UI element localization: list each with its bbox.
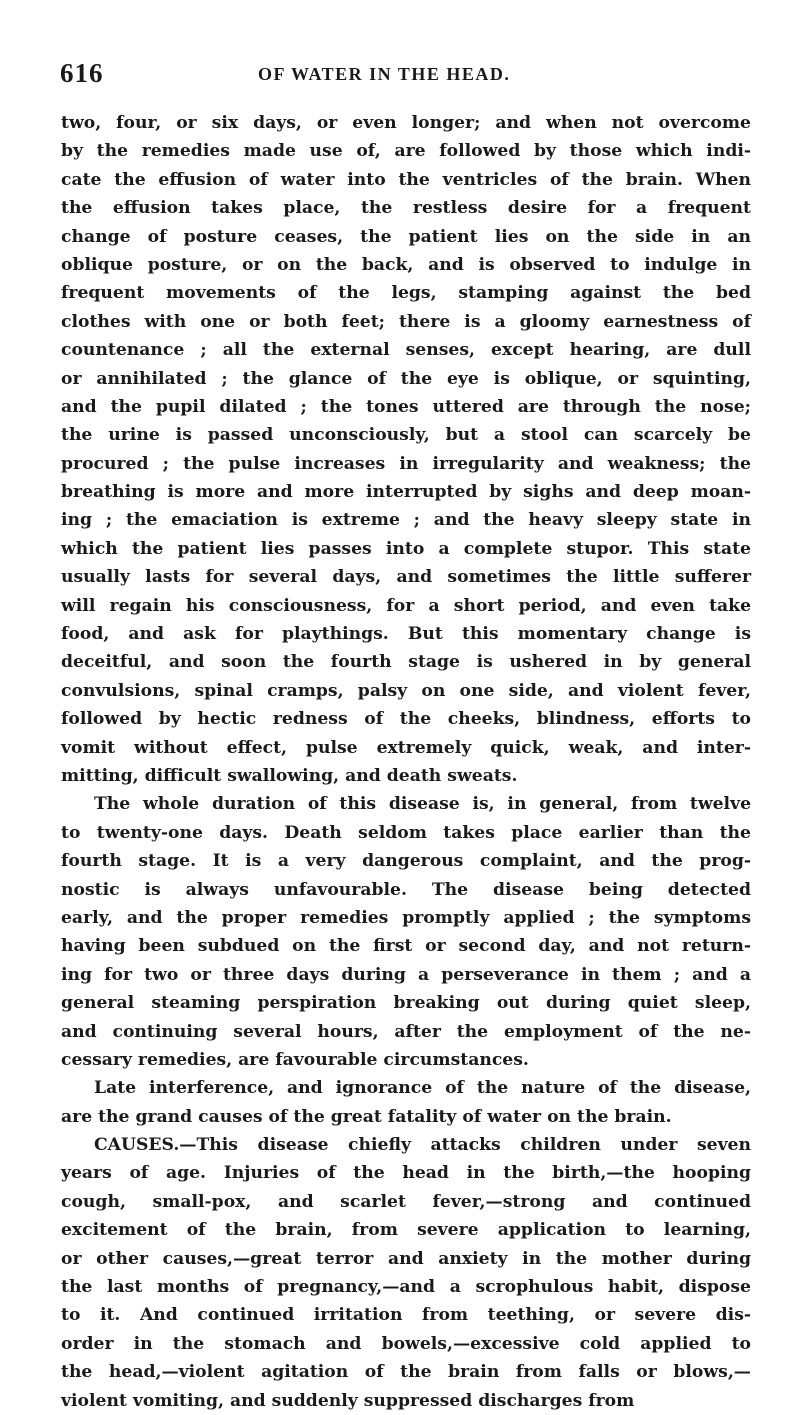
text-line: by the remedies made use of, are followed by those which indi- (61, 141, 751, 162)
text-line: two, four, or six days, or even longer; and when not overcome (61, 113, 751, 133)
text-line: frequent movements of the legs, stamping against the bed (61, 283, 751, 304)
text-line: followed by hectic redness of the cheeks, blindness, efforts to (61, 709, 751, 730)
text-line: cessary remedies, are favourable circumstances. (61, 1049, 529, 1070)
text-line: Late interference, and ignorance of the nature of the disease, (94, 1078, 751, 1099)
text-line: to twenty-one days. Death seldom takes place earlier than the (61, 822, 751, 843)
text-line: and the pupil dilated ; the tones uttered are through the nose; (61, 396, 751, 417)
text-line: and continuing several hours, after the employment of the ne- (61, 1021, 751, 1042)
text-line: order in the stomach and bowels,—excessive cold applied to (61, 1333, 751, 1354)
text-line: countenance ; all the external senses, except hearing, are dull (61, 340, 751, 361)
text-line: procured ; the pulse increases in irregularity and weakness; the (61, 453, 751, 474)
text-line: breathing is more and more interrupted by sighs and deep moan- (61, 482, 751, 503)
running-head: OF WATER IN THE HEAD. (258, 64, 511, 84)
text-line: will regain his consciousness, for a short period, and even take (61, 595, 751, 616)
text-line: fourth stage. It is a very dangerous complaint, and the prog- (61, 851, 751, 872)
page-header (60, 58, 750, 98)
text-line: convulsions, spinal cramps, palsy on one side, and violent fever, (61, 680, 751, 701)
page-number: 616 (60, 58, 104, 88)
text-line: are the grand causes of the great fatality of water on the brain. (61, 1106, 672, 1127)
text-line: oblique posture, or on the back, and is observed to indulge in (61, 254, 751, 275)
text-line: violent vomiting, and suddenly suppressed discharges from (61, 1390, 635, 1411)
text-line: ing for two or three days during a perseverance in them ; and a (61, 964, 751, 985)
text-line: ing ; the emaciation is extreme ; and the heavy sleepy state in (61, 510, 751, 531)
text-line: CAUSES.—This disease chiefly attacks children under seven (94, 1135, 751, 1156)
text-line: change of posture ceases, the patient lies on the side in an (61, 226, 751, 247)
text-line: vomit without effect, pulse extremely quick, weak, and inter- (61, 737, 751, 758)
text-line: having been subdued on the first or second day, and not return- (61, 936, 751, 957)
text-line: deceitful, and soon the fourth stage is ushered in by general (61, 652, 751, 673)
text-line: which the patient lies passes into a complete stupor. This state (61, 538, 751, 559)
text-line: excitement of the brain, from severe application to learning, (61, 1220, 751, 1241)
text-line: or other causes,—great terror and anxiety in the mother during (61, 1248, 751, 1269)
text-line: nostic is always unfavourable. The disease being detected (61, 879, 751, 900)
text-line: general steaming perspiration breaking out during quiet sleep, (61, 993, 751, 1014)
text-line: the last months of pregnancy,—and a scrophulous habit, dispose (61, 1277, 751, 1298)
text-line: food, and ask for playthings. But this momentary change is (61, 624, 751, 645)
text-line: the head,—violent agitation of the brain from falls or blows,— (61, 1362, 751, 1383)
text-line: cate the effusion of water into the ventricles of the brain. When (61, 169, 751, 190)
text-line: clothes with one or both feet; there is a gloomy earnestness of (61, 311, 751, 332)
text-line: The whole duration of this disease is, in general, from twelve (94, 794, 751, 815)
body-text (61, 109, 751, 1415)
text-line: mitting, difficult swallowing, and death sweats. (61, 765, 518, 786)
text-line: years of age. Injuries of the head in the birth,—the hooping (61, 1163, 751, 1184)
text-line: cough, small-pox, and scarlet fever,—strong and continued (61, 1191, 751, 1212)
text-line: the urine is passed unconsciously, but a stool can scarcely be (61, 425, 751, 446)
text-line: to it. And continued irritation from teething, or severe dis- (61, 1305, 751, 1326)
text-line: the effusion takes place, the restless desire for a frequent (61, 198, 751, 219)
text-line: early, and the proper remedies promptly applied ; the symptoms (61, 907, 751, 928)
text-line: usually lasts for several days, and sometimes the little sufferer (61, 567, 751, 588)
text-line: or annihilated ; the glance of the eye is oblique, or squinting, (61, 368, 751, 389)
